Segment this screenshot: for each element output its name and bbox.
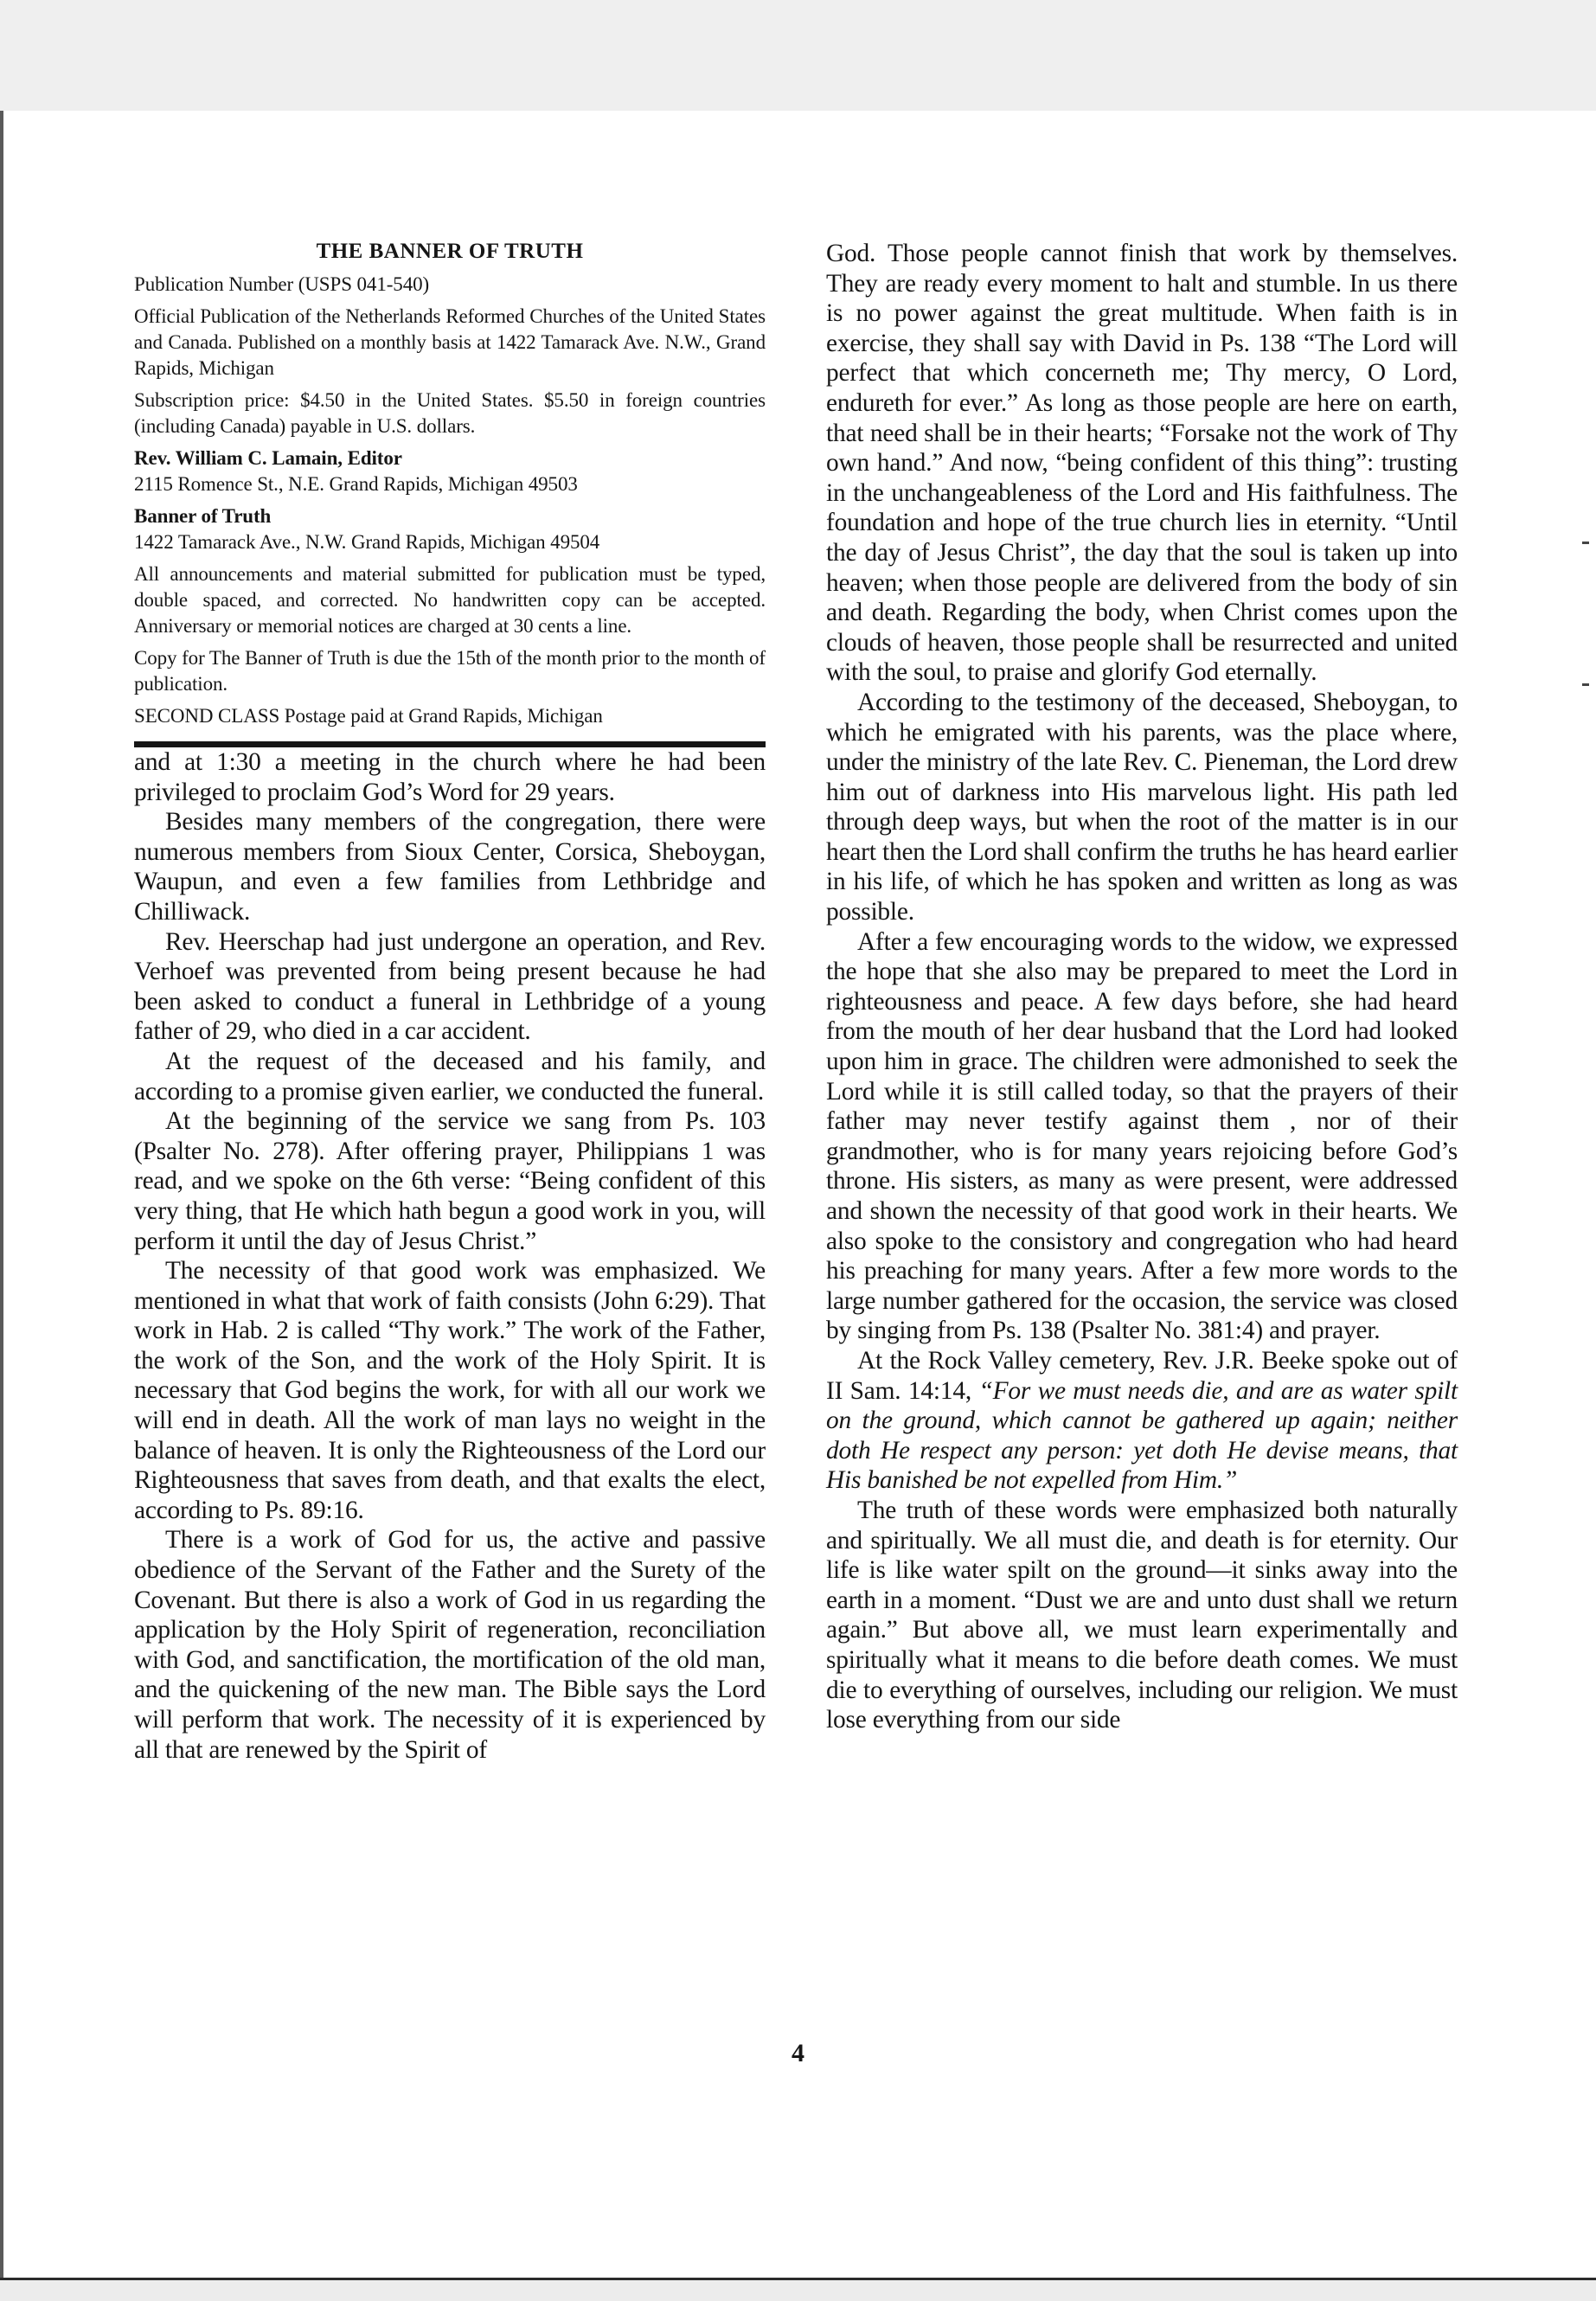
paragraph: God. Those people cannot finish that work by themselves. They are ready every moment to halt and stumble. In us there is no power against the great multitude. When faith is in exercise, they shall say with David in Ps. 138 “The Lord will perfect that which concerneth me; Thy mercy, O Lord, endureth for ever.” As long as those people are here on earth, that need shall be in their hearts; “Forsake not the work of Thy own hand.” And now, “being confident of this thing”: trusting in the unchangeableness of the Lord and His faithfulness. The foundation and hope of the true church lies in eternity. “Until the day of Jesus Christ”, the day that the soul is taken up into heaven; when those people are delivered from the body of sin and death. Regarding the body, when Christ comes upon the clouds of heaven, those people shall be resurrected and united with the soul, to praise and glorify God eternally.	[826, 240, 1458, 687]
scripture-lead: At the Rock Valley cemetery, Rev. J.R. Beeke spoke out of II Sam. 14:14,	[826, 1346, 1458, 1405]
scan-top-margin	[0, 0, 1596, 111]
postage-note: SECOND CLASS Postage paid at Grand Rapids, Michigan	[134, 705, 603, 727]
paragraph: At the beginning of the service we sang from Ps. 103 (Psalter No. 278). After offering prayer, Philippians 1 was read, and we spoke on the 6th verse: “Being confident of this very thing, that He which hath begun a good work in you, will perform it until the day of Jesus Christ.”	[134, 1107, 766, 1255]
office-name: Banner of Truth	[134, 505, 272, 527]
scan-left-edge	[0, 111, 3, 2280]
paragraph: At the request of the deceased and his family, and according to a promise given earlier, we conducted the funeral.	[134, 1047, 766, 1106]
paragraph: There is a work of God for us, the active and passive obedience of the Servant of the Father and the Surety of the Covenant. But there is also a work of God in us regarding the application by the Holy Spirit of regeneration, reconciliation with God, and sanctification, the mortification of the old man, and the quickening of the new man. The Bible says the Lord will perform that work. The necessity of it is experienced by all that are renewed by the Spirit of	[134, 1526, 766, 1764]
paragraph: Rev. Heerschap had just undergone an operation, and Rev. Verhoef was prevented from being present because he had been asked to conduct a funeral in Lethbridge of a young father of 29, who died in a car accident.	[134, 927, 766, 1046]
masthead-title: THE BANNER OF TRUTH	[316, 240, 584, 263]
right-column	[826, 239, 1458, 1735]
editor-name: Rev. William C. Lamain, Editor	[134, 447, 402, 469]
official-publication-note: Official Publication of the Netherlands Reformed Churches of the United States and Canada. Published on a monthly basis at 1422 Tamarack Ave. N.W., Grand Rapids, Michigan	[134, 305, 766, 379]
page-number: 4	[792, 2039, 804, 2067]
paragraph: The necessity of that good work was emphasized. We mentioned in what that work of faith consists (John 6:29). That work in Hab. 2 is called “Thy work.” The work of the Father, the work of the Son, and the work of the Holy Spirit. It is necessary that God begins the work, for with all our work we will end in death. All the work of man lays no weight in the balance of heaven. It is only the Righteousness of the Lord our Righteousness that saves from death, and that exalts the elect, according to Ps. 89:16.	[134, 1257, 766, 1524]
scan-edge-tick	[1582, 542, 1589, 544]
paragraph-scripture	[826, 1346, 1458, 1496]
paragraph: According to the testimony of the deceased, Sheboygan, to which he emigrated with his parents, was the place where, under the ministry of the late Rev. C. Pieneman, the Lord drew him out of darkness into His marvelous light. His path led through deep ways, but when the root of the matter is in our heart then the Lord shall confirm the truths he has heard earlier in his life, of which he has spoken and written as long as was possible.	[826, 688, 1458, 926]
scripture-quote: “For we must needs die, and are as water spilt on the ground, which cannot be gathered up again; neither doth He respect any person: yet doth He devise means, that His banished be not expelled from Him.”	[826, 1376, 1458, 1495]
left-column	[134, 239, 766, 1765]
scan-bottom-margin	[0, 2280, 1596, 2301]
scan-edge-tick	[1582, 683, 1589, 686]
publication-number: Publication Number (USPS 041-540)	[134, 273, 430, 295]
copy-deadline: Copy for The Banner of Truth is due the 15th of the month prior to the month of publication.	[134, 647, 766, 695]
masthead-rule	[134, 741, 766, 747]
masthead	[134, 239, 766, 747]
announcements-policy: All announcements and material submitted for publication must be typed, double spaced, and corrected. No handwritten copy can be accepted. Anniversary or memorial notices are charged at 30 cents a line.	[134, 563, 766, 637]
subscription-price: Subscription price: $4.50 in the United States. $5.50 in foreign countries (including Canada) payable in U.S. dollars.	[134, 389, 766, 437]
office-address: 1422 Tamarack Ave., N.W. Grand Rapids, Michigan 49504	[134, 531, 600, 553]
paragraph: Besides many members of the congregation, there were numerous members from Sioux Center, Corsica, Sheboygan, Waupun, and even a few families from Lethbridge and Chilliwack.	[134, 808, 766, 926]
paragraph: The truth of these words were emphasized both naturally and spiritually. We all must die, and death is for eternity. Our life is like water spilt on the ground—it sinks away into the earth in a moment. “Dust we are and unto dust shall we return again.” But above all, we must learn experimentally and spiritually what it means to die before death comes. We must die to everything of ourselves, including our religion. We must lose everything from our side	[826, 1496, 1458, 1734]
paragraph: After a few encouraging words to the widow, we expressed the hope that she also may be prepared to meet the Lord in righteousness and peace. A few days before, she had heard from the mouth of her dear husband that the Lord had looked upon him in grace. The children were admonished to seek the Lord while it is still called today, so that the prayers of their father may never testify against them , nor of their grandmother, who is for many years rejoicing before God’s throne. His sisters, as many as were present, were addressed and shown the necessity of that good work in their hearts. We also spoke to the consistory and congregation who had heard his preaching for many years. After a few more words to the large number gathered for the occasion, the service was closed by singing from Ps. 138 (Psalter No. 381:4) and prayer.	[826, 927, 1458, 1345]
editor-address: 2115 Romence St., N.E. Grand Rapids, Michigan 49503	[134, 473, 578, 495]
left-article-text	[134, 747, 766, 1765]
paragraph: and at 1:30 a meeting in the church where he had been privileged to proclaim God’s Word for 29 years.	[134, 748, 766, 806]
right-article-text	[826, 239, 1458, 1735]
